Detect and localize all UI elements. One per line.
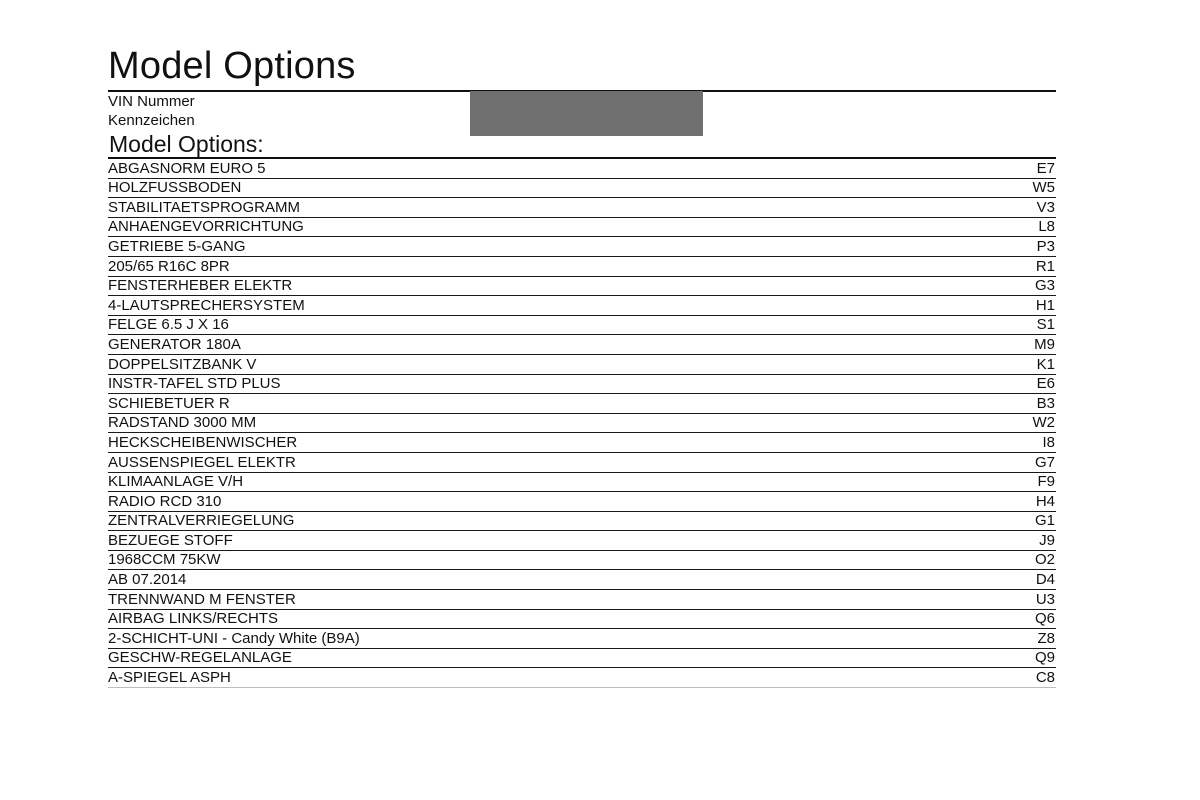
option-row [108,512,1056,532]
option-code: K1 [1036,355,1055,373]
option-row [108,257,1056,277]
redaction-box [470,91,703,136]
option-row [108,218,1056,238]
option-row [108,316,1056,336]
option-row [108,629,1056,649]
option-name: HOLZFUSSBODEN [108,179,242,197]
option-row [108,531,1056,551]
option-name: FELGE 6.5 J X 16 [108,316,229,334]
option-row [108,355,1056,375]
vin-label: VIN Nummer [108,93,195,110]
option-row [108,590,1056,610]
option-code: F9 [1037,473,1055,491]
option-name: AUSSENSPIEGEL ELEKTR [108,453,296,471]
option-name: TRENNWAND M FENSTER [108,590,296,608]
option-code: E7 [1036,159,1055,177]
option-code: O2 [1034,551,1055,569]
option-code: Z8 [1037,629,1055,647]
option-code: V3 [1036,198,1055,216]
option-row [108,277,1056,297]
option-code: D4 [1035,571,1055,589]
option-name: GESCHW-REGELANLAGE [108,649,292,667]
option-name: HECKSCHEIBENWISCHER [108,433,298,451]
option-row [108,198,1056,218]
option-name: ZENTRALVERRIEGELUNG [108,512,295,530]
option-row [108,237,1056,257]
option-code: M9 [1034,335,1055,353]
option-name: RADSTAND 3000 MM [108,414,257,432]
option-code: H4 [1035,492,1055,510]
vehicle-info [108,92,1056,131]
option-name: DOPPELSITZBANK V [108,355,257,373]
option-name: AIRBAG LINKS/RECHTS [108,610,279,628]
option-name: RADIO RCD 310 [108,492,222,510]
option-code: W2 [1032,414,1055,432]
option-code: U3 [1035,590,1055,608]
option-name: 4-LAUTSPRECHERSYSTEM [108,296,305,314]
option-row [108,570,1056,590]
option-name: FENSTERHEBER ELEKTR [108,277,293,295]
option-name: GENERATOR 180A [108,335,241,353]
option-row [108,414,1056,434]
option-name: SCHIEBETUER R [108,394,230,412]
option-row [108,433,1056,453]
option-code: G7 [1034,453,1055,471]
option-code: W5 [1032,179,1055,197]
option-row [108,649,1056,669]
option-code: I8 [1042,433,1055,451]
option-code: E6 [1036,375,1055,393]
option-row [108,492,1056,512]
option-row [108,453,1056,473]
option-code: Q9 [1034,649,1055,667]
option-code: G1 [1034,512,1055,530]
model-options-document [108,44,1056,688]
option-row [108,375,1056,395]
option-row [108,668,1056,688]
option-code: B3 [1036,394,1055,412]
option-name: 1968CCM 75KW [108,551,221,569]
option-code: P3 [1036,237,1055,255]
option-code: C8 [1035,669,1055,687]
option-name: 205/65 R16C 8PR [108,257,230,275]
option-name: KLIMAANLAGE V/H [108,473,244,491]
option-name: BEZUEGE STOFF [108,531,233,549]
option-code: R1 [1035,257,1055,275]
option-name: ABGASNORM EURO 5 [108,159,266,177]
options-heading: Model Options: [109,131,264,157]
option-name: STABILITAETSPROGRAMM [108,198,300,216]
option-row [108,394,1056,414]
page-title: Model Options [108,45,356,87]
option-name: AB 07.2014 [108,571,187,589]
option-name: 2-SCHICHT-UNI - Candy White (B9A) [108,629,360,647]
option-row [108,610,1056,630]
option-code: Q6 [1034,610,1055,628]
option-code: G3 [1034,277,1055,295]
option-row [108,179,1056,199]
option-name: A-SPIEGEL ASPH [108,669,231,687]
option-row [108,551,1056,571]
option-name: INSTR-TAFEL STD PLUS [108,375,281,393]
option-row [108,296,1056,316]
option-code: J9 [1039,531,1055,549]
option-row [108,335,1056,355]
option-row [108,473,1056,493]
option-row [108,159,1056,179]
license-plate-label: Kennzeichen [108,112,195,129]
option-code: H1 [1035,296,1055,314]
option-code: L8 [1038,218,1055,236]
option-name: ANHAENGEVORRICHTUNG [108,218,304,236]
option-code: S1 [1036,316,1055,334]
options-list [108,159,1056,688]
option-name: GETRIEBE 5-GANG [108,237,246,255]
